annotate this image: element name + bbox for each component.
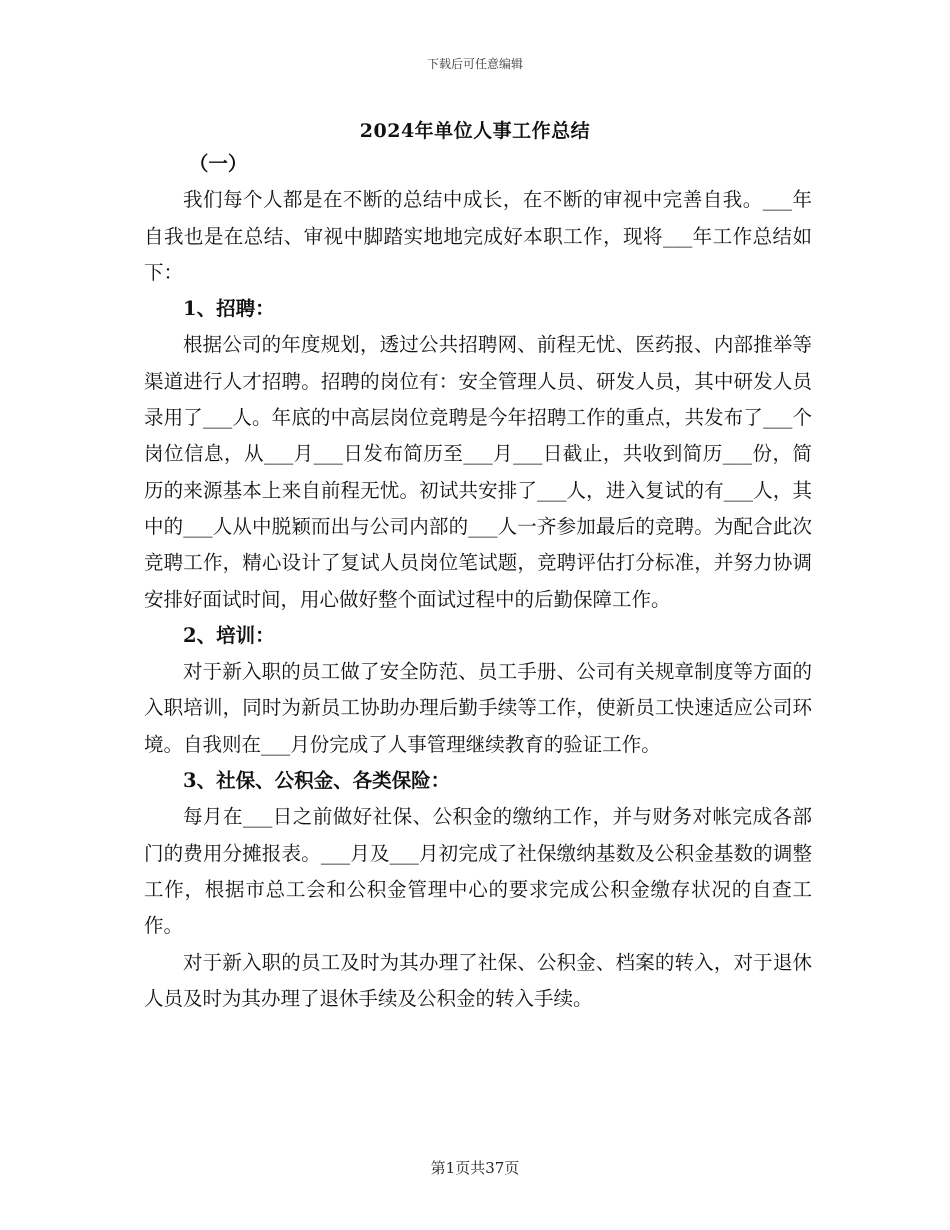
document-title: 2024年单位人事工作总结 xyxy=(359,120,591,142)
page-footer: 第1页共37页 xyxy=(430,1159,520,1177)
heading-recruitment: 1、招聘： xyxy=(183,297,275,321)
heading-insurance: 3、社保、公积金、各类保险： xyxy=(183,769,451,793)
document-body xyxy=(144,146,812,1017)
paragraph-recruitment: 根据公司的年度规划，透过公共招聘网、前程无忧、医药报、内部推举等渠道进行人才招聘。招聘的岗位有：安全管理人员、研发人员，其中研发人员录用了___人。年底的中高层岗位竞聘是今年招聘工作的重点，共发布了___个岗位信息，从___月___日发布简历至___月___日截止，共收到简历___份，简历的来源基本上来自前程无忧。初试共安排了___人，进入复试的有___人，其中的___人从中脱颖而出与公司内部的___人一齐参加最后的竞聘。为配合此次竞聘工作，精心设计了复试人员岗位笔试题，竞聘评估打分标准，并努力协调安排好面试时间，用心做好整个面试过程中的后勤保障工作。 xyxy=(144,333,812,611)
heading-training: 2、培训： xyxy=(183,623,275,647)
paragraph-training: 对于新入职的员工做了安全防范、员工手册、公司有关规章制度等方面的入职培训，同时为新员工协助办理后勤手续等工作，使新员工快速适应公司环境。自我则在___月份完成了人事管理继续教育的验证工作。 xyxy=(144,660,812,756)
paragraph-transfer: 对于新入职的员工及时为其办理了社保、公积金、档案的转入，对于退休人员及时为其办理了退休手续及公积金的转入手续。 xyxy=(144,950,812,1010)
paragraph-insurance: 每月在___日之前做好社保、公积金的缴纳工作，并与财务对帐完成各部门的费用分摊报表。___月及___月初完成了社保缴纳基数及公积金基数的调整工作，根据市总工会和公积金管理中心的要求完成公积金缴存状况的自查工作。 xyxy=(144,805,812,938)
intro-paragraph: 我们每个人都是在不断的总结中成长，在不断的审视中完善自我。___年自我也是在总结、审视中脚踏实地地完成好本职工作，现将___年工作总结如下： xyxy=(144,188,812,284)
section-label: （一） xyxy=(188,152,248,175)
header-note: 下载后可任意编辑 xyxy=(426,57,523,71)
